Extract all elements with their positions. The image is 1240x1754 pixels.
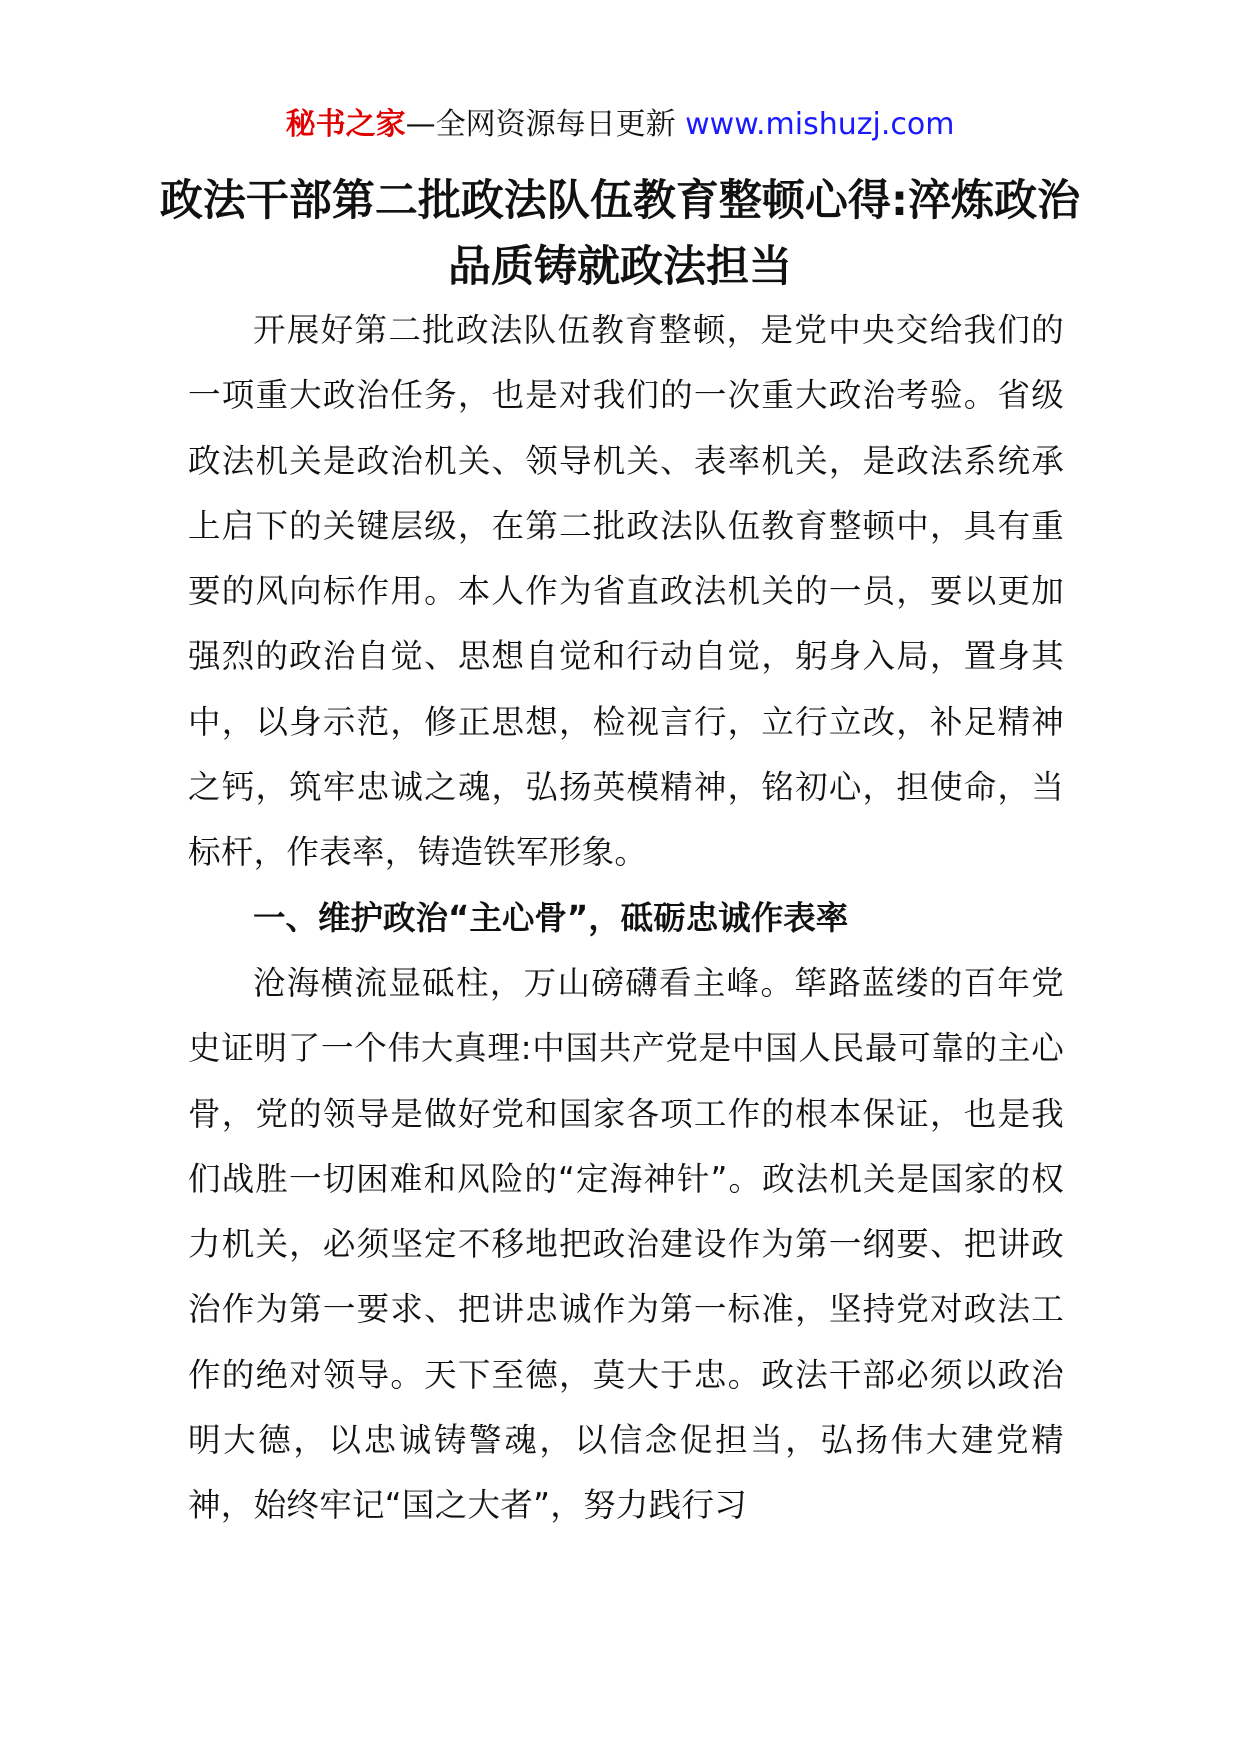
brand-name: 秘书之家 xyxy=(285,107,406,142)
header-slogan: —全网资源每日更新 xyxy=(405,107,686,142)
site-url[interactable]: www.mishuzj.com xyxy=(685,107,955,142)
paragraph-section-one: 沧海横流显砥柱，万山磅礴看主峰。筚路蓝缕的百年党史证明了一个伟大真理:中国共产党是中国人民最可靠的主心骨，党的领导是做好党和国家各项工作的根本保证，也是我们战胜一切困难和风险的“定海神针”。政法机关是国家的权力机关，必须坚定不移地把政治建设作为第一纲要、把讲政治作为第一要求、把讲忠诚作为第一标准，坚持党对政法工作的绝对领导。天下至德，莫大于忠。政法干部必须以政治明大德，以忠诚铸警魂，以信念促担当，弘扬伟大建党精神，始终牢记“国之大者”，努力践行习 xyxy=(188,963,1064,1525)
section-heading: 一、维护政治“主心骨”，砥砺忠诚作表率 xyxy=(253,898,849,937)
document-title: 政法干部第二批政法队伍教育整顿心得:淬炼政治品质铸就政法担当 xyxy=(159,176,1081,292)
document-body xyxy=(188,298,1064,1539)
paragraph-intro: 开展好第二批政法队伍教育整顿，是党中央交给我们的一项重大政治任务，也是对我们的一次重大政治考验。省级政法机关是政治机关、领导机关、表率机关，是政法系统承上启下的关键层级，在第二批政法队伍教育整顿中，具有重要的风向标作用。本人作为省直政法机关的一员，要以更加强烈的政治自觉、思想自觉和行动自觉，躬身入局，置身其中，以身示范，修正思想，检视言行，立行立改，补足精神之钙，筑牢忠诚之魂，弘扬英模精神，铭初心，担使命，当标杆，作表率，铸造铁军形象。 xyxy=(188,311,1064,872)
site-header xyxy=(0,104,1240,146)
